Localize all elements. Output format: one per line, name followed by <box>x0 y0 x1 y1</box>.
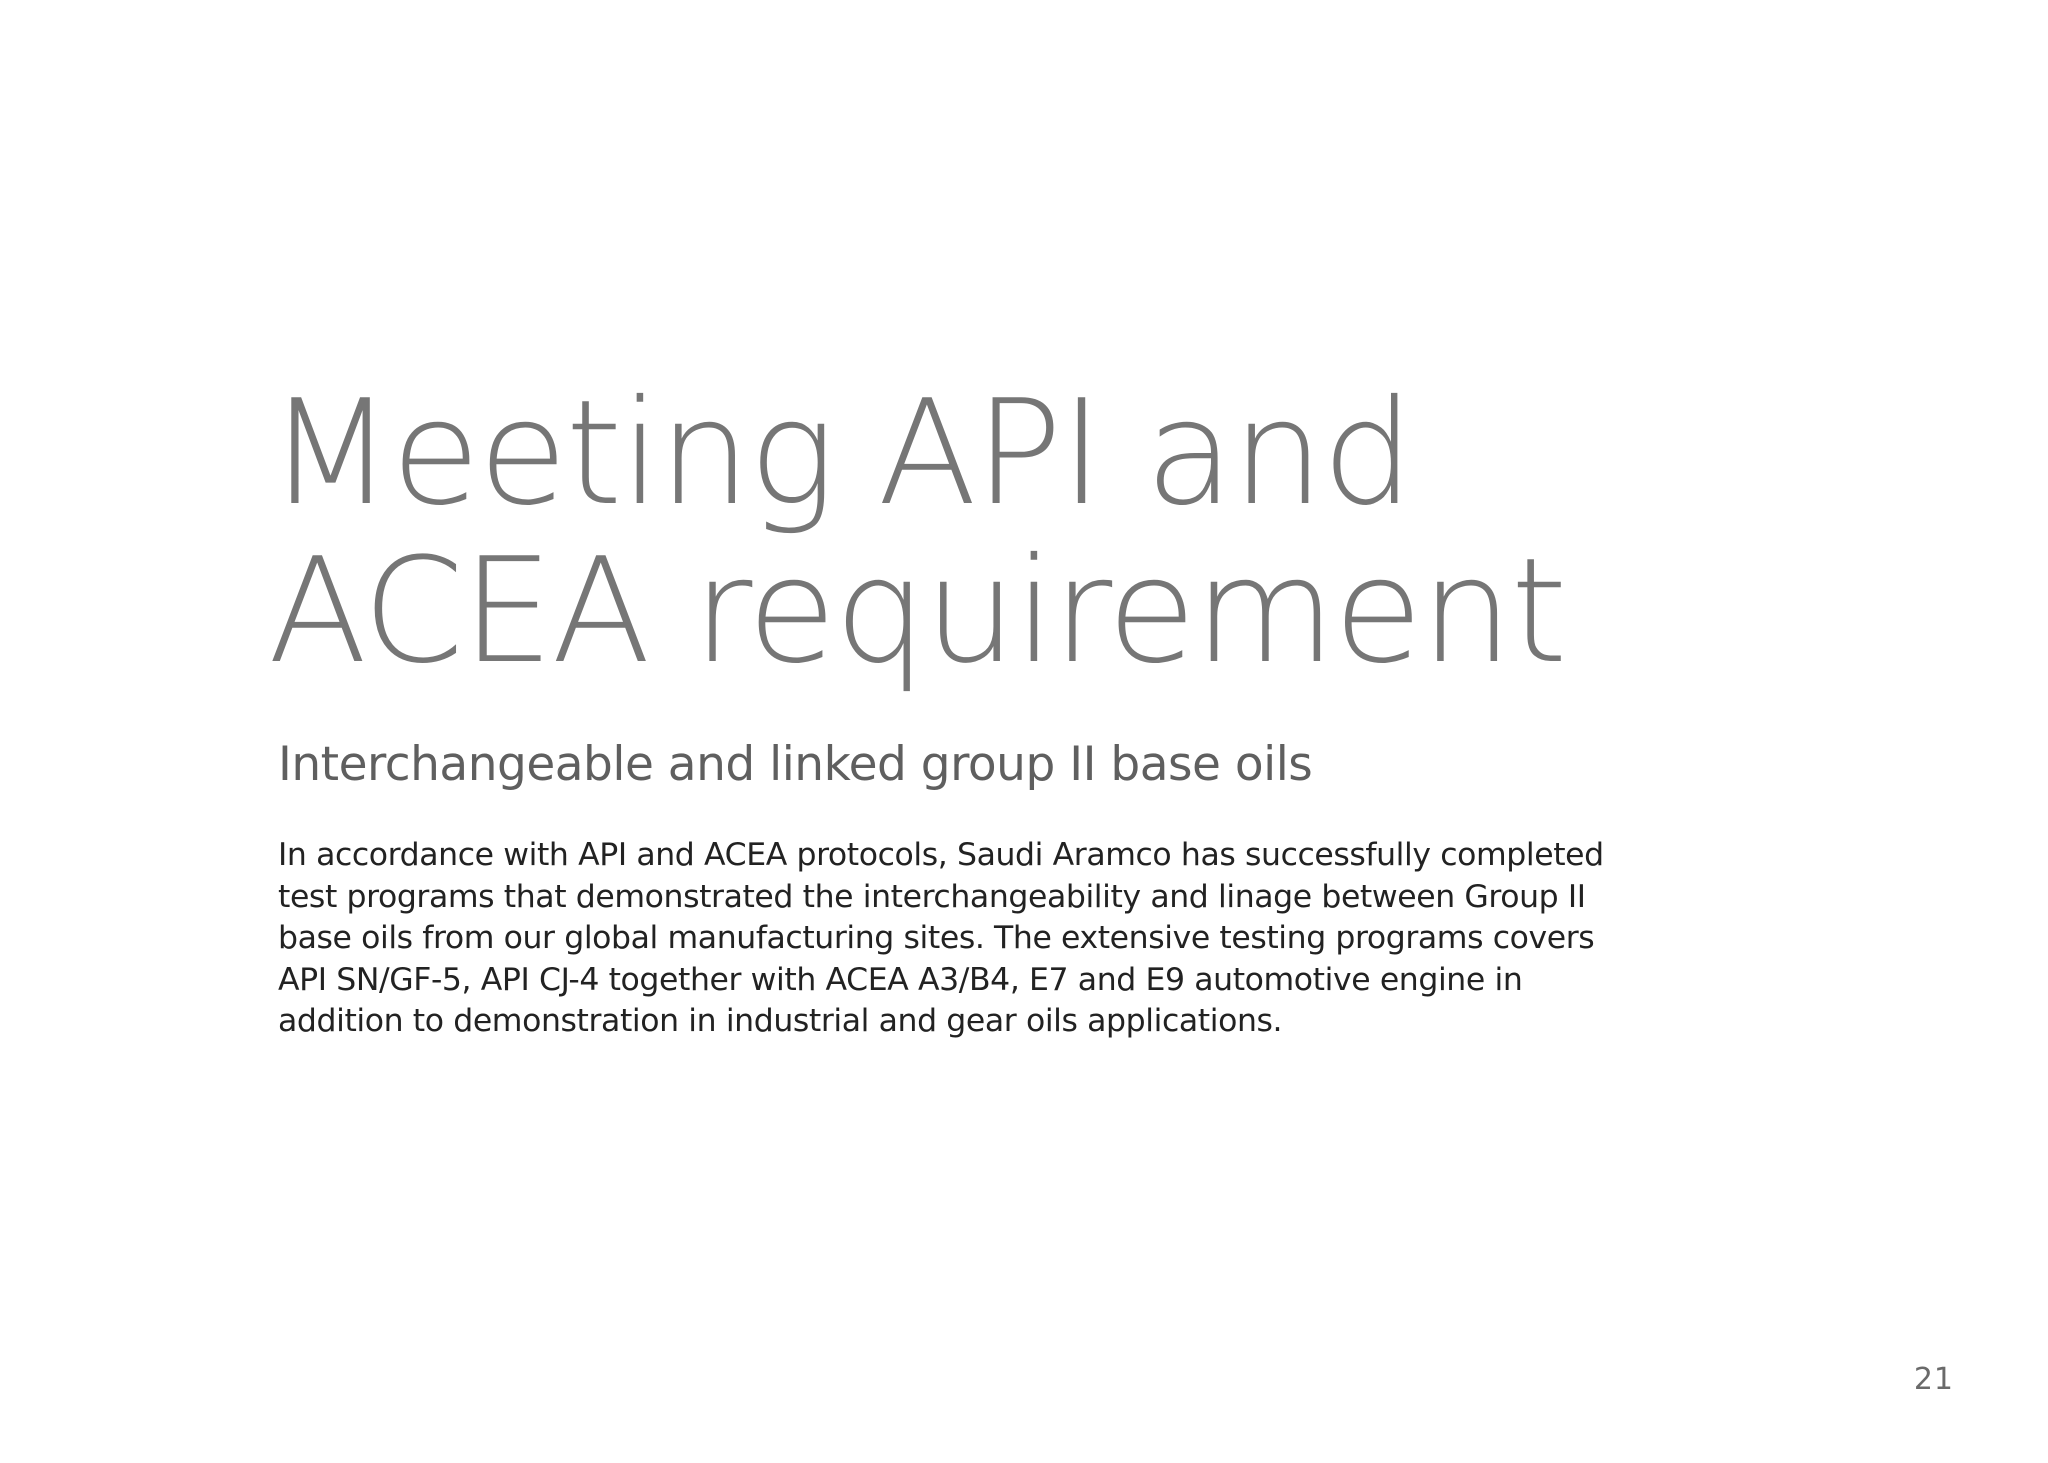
page-title-line-1: Meeting API and <box>268 369 1412 538</box>
body-line: In accordance with API and ACEA protocols, Saudi Aramco has successfully completed <box>278 837 1604 873</box>
body-line: test programs that demonstrated the interchangeability and linage between Group II <box>278 878 1586 915</box>
body-paragraph <box>278 835 1678 1043</box>
page-title <box>268 369 1566 696</box>
body-line: base oils from our global manufacturing sites. The extensive testing programs covers <box>278 920 1595 956</box>
page-number: 21 <box>1913 1362 1954 1397</box>
page-title-line-2: ACEA requirement <box>268 527 1566 696</box>
body-line: API SN/GF-5, API CJ-4 together with ACEA A3/B4, E7 and E9 automotive engine in <box>278 961 1523 998</box>
page-subtitle: Interchangeable and linked group II base oils <box>278 737 1313 792</box>
body-line: addition to demonstration in industrial and gear oils applications. <box>278 1003 1283 1039</box>
